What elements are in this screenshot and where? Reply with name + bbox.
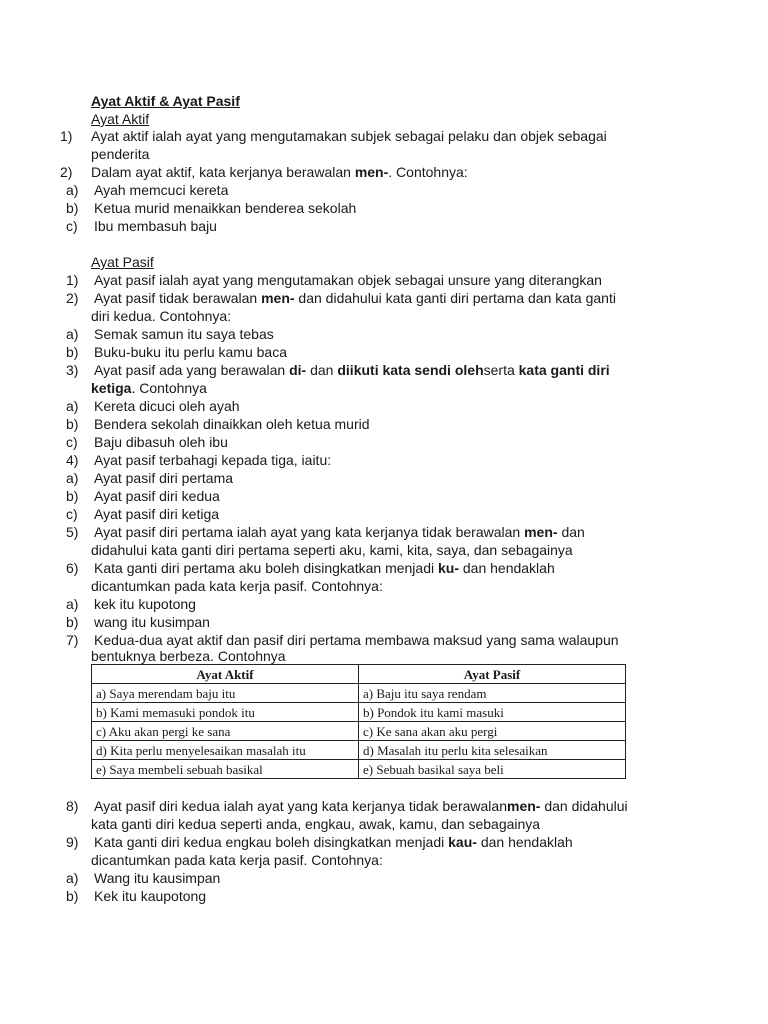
page-title: Ayat Aktif & Ayat Pasif — [91, 93, 240, 109]
table-cell: e) Saya membeli sebuah basikal — [92, 760, 359, 779]
table-cell: b) Pondok itu kami masuki — [359, 703, 626, 722]
list-text-continuation: dicantumkan pada kata kerja pasif. Contohnya: — [91, 852, 383, 868]
section-heading-aktif: Ayat Aktif — [91, 111, 150, 127]
bold-term: men- — [261, 290, 295, 306]
section-heading-pasif: Ayat Pasif — [91, 254, 154, 270]
table-header-cell: Ayat Aktif — [92, 665, 359, 684]
list-text: Dalam ayat aktif, kata kerjanya berawalan men-. Contohnya: — [91, 164, 468, 180]
table-row — [92, 703, 626, 722]
table-row — [92, 760, 626, 779]
list-marker: 2) — [60, 164, 73, 180]
table-cell: c) Ke sana akan aku pergi — [359, 722, 626, 741]
table-row — [92, 722, 626, 741]
table-cell: a) Saya merendam baju itu — [92, 684, 359, 703]
list-marker: 1) — [60, 128, 73, 144]
list-text-continuation: kata ganti diri kedua seperti anda, engkau, awak, kamu, dan sebagainya — [91, 816, 541, 832]
list-text-continuation: ketiga. Contohnya — [91, 380, 207, 396]
table-cell: a) Baju itu saya rendam — [359, 684, 626, 703]
table-cell: e) Sebuah basikal saya beli — [359, 760, 626, 779]
table-header-row — [92, 665, 626, 684]
list-text: Ayat aktif ialah ayat yang mengutamakan subjek sebagai pelaku dan objek sebagai — [91, 128, 607, 144]
table-row — [92, 741, 626, 760]
list-text-continuation: didahului kata ganti diri pertama seperti aku, kami, kita, saya, dan sebagainya — [91, 542, 573, 558]
table-header-cell: Ayat Pasif — [359, 665, 626, 684]
list-text-continuation: diri kedua. Contohnya: — [91, 308, 232, 324]
table-row — [92, 684, 626, 703]
table-cell: d) Kita perlu menyelesaikan masalah itu — [92, 741, 359, 760]
list-text-continuation: penderita — [91, 146, 150, 162]
list-text-continuation: dicantumkan pada kata kerja pasif. Contohnya: — [91, 578, 383, 594]
table-cell: b) Kami memasuki pondok itu — [92, 703, 359, 722]
list-text-continuation: bentuknya berbeza. Contohnya — [91, 648, 286, 664]
bold-term: men- — [354, 164, 389, 180]
table-cell: d) Masalah itu perlu kita selesaikan — [359, 741, 626, 760]
table-cell: c) Aku akan pergi ke sana — [92, 722, 359, 741]
comparison-table — [91, 664, 626, 779]
